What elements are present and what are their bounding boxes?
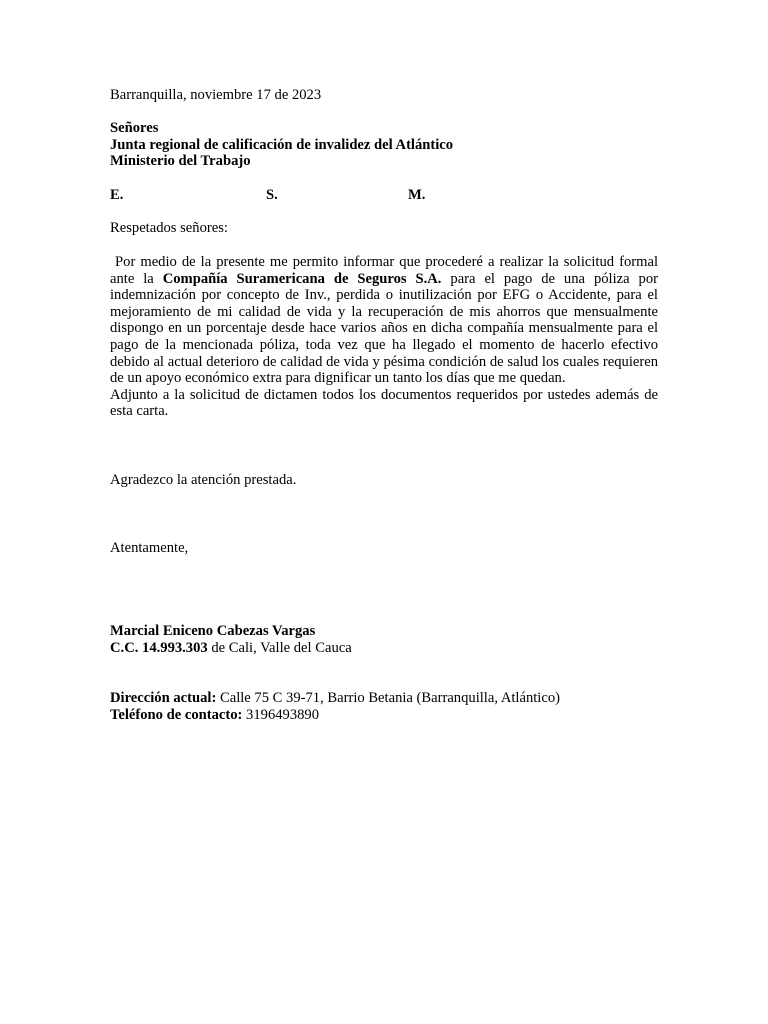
signer-name: Marcial Eniceno Cabezas Vargas — [110, 623, 316, 639]
body-p1-start: Por medio de la presente me permito informar que procederé a realizar la solicitud formal ante la — [110, 254, 662, 287]
address-value: Calle 75 C 39-71, Barrio Betania (Barranquilla, Atlántico) — [216, 690, 561, 706]
recipient-line-2: Junta regional de calificación de invalidez del Atlántico — [110, 136, 454, 153]
phone-value: 3196493890 — [242, 706, 320, 723]
place-date: Barranquilla, noviembre 17 de 2023 — [110, 87, 322, 103]
body-paragraph-2: Adjunto a la solicitud de dictamen todos los documentos requeridos por ustedes además de esta carta. — [110, 386, 658, 420]
address-label: Dirección actual: — [110, 690, 217, 706]
body-p1-end: para el pago de una póliza por indemnización por concepto de Inv., perdida o inutilización por EFG o Accidente, para el mejoramiento de mi calidad de vida y la recuperación de mis ahorros que mensualmente dispongo en un porcentaje desde hace varios años en dicha compañía mensualmente para el pago de la mencionada póliza, toda vez que ha llegado el momento de hacerlo efectivo debido al actual deterioro de calidad de vida y pésima condición de salud los cuales requieren de un apoyo económico extra para dignificar un tanto los días que me quedan. — [110, 270, 662, 387]
signer-id-city: de Cali, Valle del Cauca — [207, 639, 352, 656]
recipient-line-1: Señores — [110, 120, 159, 136]
signature-block — [110, 623, 658, 656]
address-line — [110, 690, 658, 707]
phone-label: Teléfono de contacto: — [110, 706, 243, 723]
recipient-block — [110, 120, 658, 170]
signer-id — [110, 640, 658, 657]
thanks-line: Agradezco la atención prestada. — [110, 472, 297, 488]
esm-e: E. — [110, 187, 124, 203]
signer-id-number: C.C. 14.993.303 — [110, 639, 208, 656]
greeting: Respetados señores: — [110, 220, 228, 236]
body-paragraph-1 — [110, 254, 662, 387]
phone-line — [110, 707, 658, 724]
esm-m: M. — [408, 187, 426, 203]
recipient-line-3: Ministerio del Trabajo — [110, 153, 251, 170]
body-text — [110, 254, 662, 420]
company-name: Compañía Suramericana de Seguros S.A. — [162, 270, 442, 287]
contact-block — [110, 690, 658, 723]
closing-line: Atentamente, — [110, 540, 189, 556]
esm-line — [110, 187, 658, 205]
esm-s: S. — [266, 187, 278, 203]
